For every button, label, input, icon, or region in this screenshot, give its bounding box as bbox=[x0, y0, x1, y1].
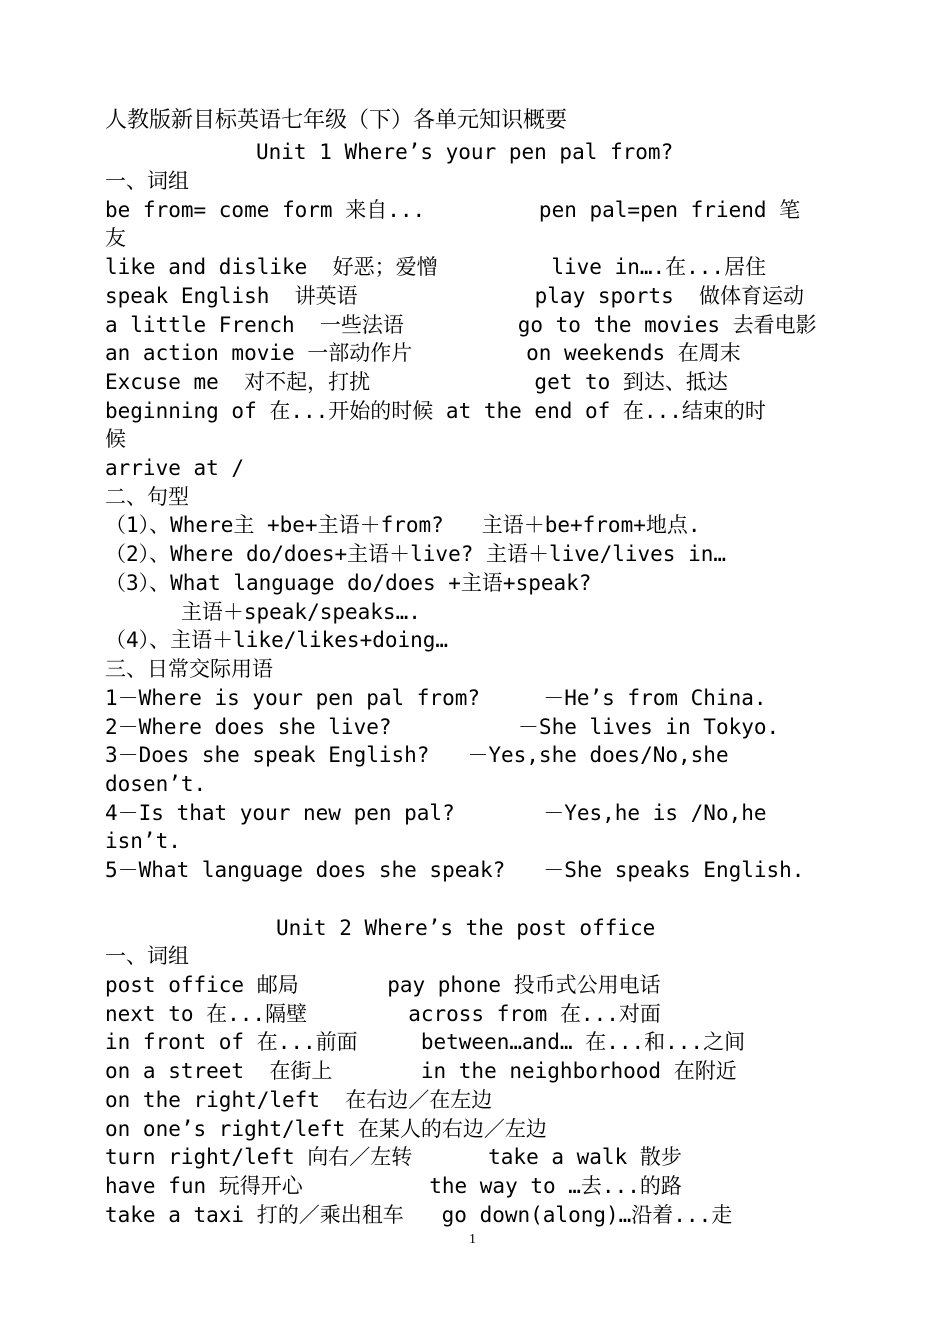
pattern-line: （2）、Where do/does+主语＋live? 主语＋live/lives in… bbox=[105, 542, 727, 566]
unit1-patterns-title: 二、句型 bbox=[105, 485, 189, 509]
phrase-line: have fun 玩得开心 the way to …去...的路 bbox=[105, 1174, 682, 1198]
unit1-dialogs-title: 三、日常交际用语 bbox=[105, 657, 273, 681]
phrase-line: post office 邮局 pay phone 投币式公用电话 bbox=[105, 973, 661, 997]
dialog-line: 1－Where is your pen pal from? －He’s from China. bbox=[105, 686, 767, 710]
phrase-line: 候 bbox=[105, 427, 126, 451]
dialog-line: 3－Does she speak English? －Yes,she does/No,she bbox=[105, 743, 729, 767]
phrase-line: Excuse me 对不起，打扰 get to 到达、抵达 bbox=[105, 370, 728, 394]
phrase-line: next to 在...隔壁 across from 在...对面 bbox=[105, 1002, 661, 1026]
unit2-phrases-title: 一、词组 bbox=[105, 944, 189, 968]
document-title: 人教版新目标英语七年级（下）各单元知识概要 bbox=[105, 108, 568, 133]
pattern-line: （3）、What language do/does +主语+speak? bbox=[105, 571, 592, 595]
dialog-line: 2－Where does she live? －She lives in Tokyo. bbox=[105, 715, 780, 739]
phrase-line: on a street 在街上 in the neighborhood 在附近 bbox=[105, 1059, 737, 1083]
phrase-line: beginning of 在...开始的时候 at the end of 在...结束的时 bbox=[105, 399, 766, 423]
dialog-line: dosen’t. bbox=[105, 772, 207, 796]
page-number: 1 bbox=[469, 1232, 476, 1247]
phrase-line: speak English 讲英语 play sports 做体育运动 bbox=[105, 284, 805, 308]
pattern-line: （1）、Where主 +be+主语＋from? 主语＋be+from+地点. bbox=[105, 513, 701, 537]
unit1-phrases-title: 一、词组 bbox=[105, 169, 189, 193]
pattern-line: （4）、主语＋like/likes+doing… bbox=[105, 628, 449, 652]
phrase-line: in front of 在...前面 between…and… 在...和...之间 bbox=[105, 1030, 746, 1054]
dialog-line: 4－Is that your new pen pal? －Yes,he is /No,he bbox=[105, 801, 767, 825]
phrase-line: be from= come form 来自... pen pal=pen friend 笔 bbox=[105, 198, 801, 222]
phrase-line: on one’s right/left 在某人的右边／左边 bbox=[105, 1117, 547, 1141]
phrase-line: a little French 一些法语 go to the movies 去看电影 bbox=[105, 313, 817, 337]
phrase-line: arrive at / bbox=[105, 456, 245, 480]
pattern-line: 主语＋speak/speaks…. bbox=[105, 600, 421, 624]
phrase-line: 友 bbox=[105, 226, 126, 250]
unit1-heading: Unit 1 Where’s your pen pal from? bbox=[256, 140, 674, 164]
phrase-line: like and dislike 好恶；爱憎 live in….在...居住 bbox=[105, 255, 767, 279]
phrase-line: take a taxi 打的／乘出租车 go down(along)…沿着...走 bbox=[105, 1203, 733, 1227]
phrase-line: turn right/left 向右／左转 take a walk 散步 bbox=[105, 1145, 682, 1169]
phrase-line: on the right/left 在右边／在左边 bbox=[105, 1088, 493, 1112]
dialog-line: isn’t. bbox=[105, 829, 181, 853]
dialog-line: 5－What language does she speak? －She speaks English. bbox=[105, 858, 805, 882]
unit2-heading: Unit 2 Where’s the post office bbox=[276, 916, 656, 940]
phrase-line: an action movie 一部动作片 on weekends 在周末 bbox=[105, 341, 741, 365]
